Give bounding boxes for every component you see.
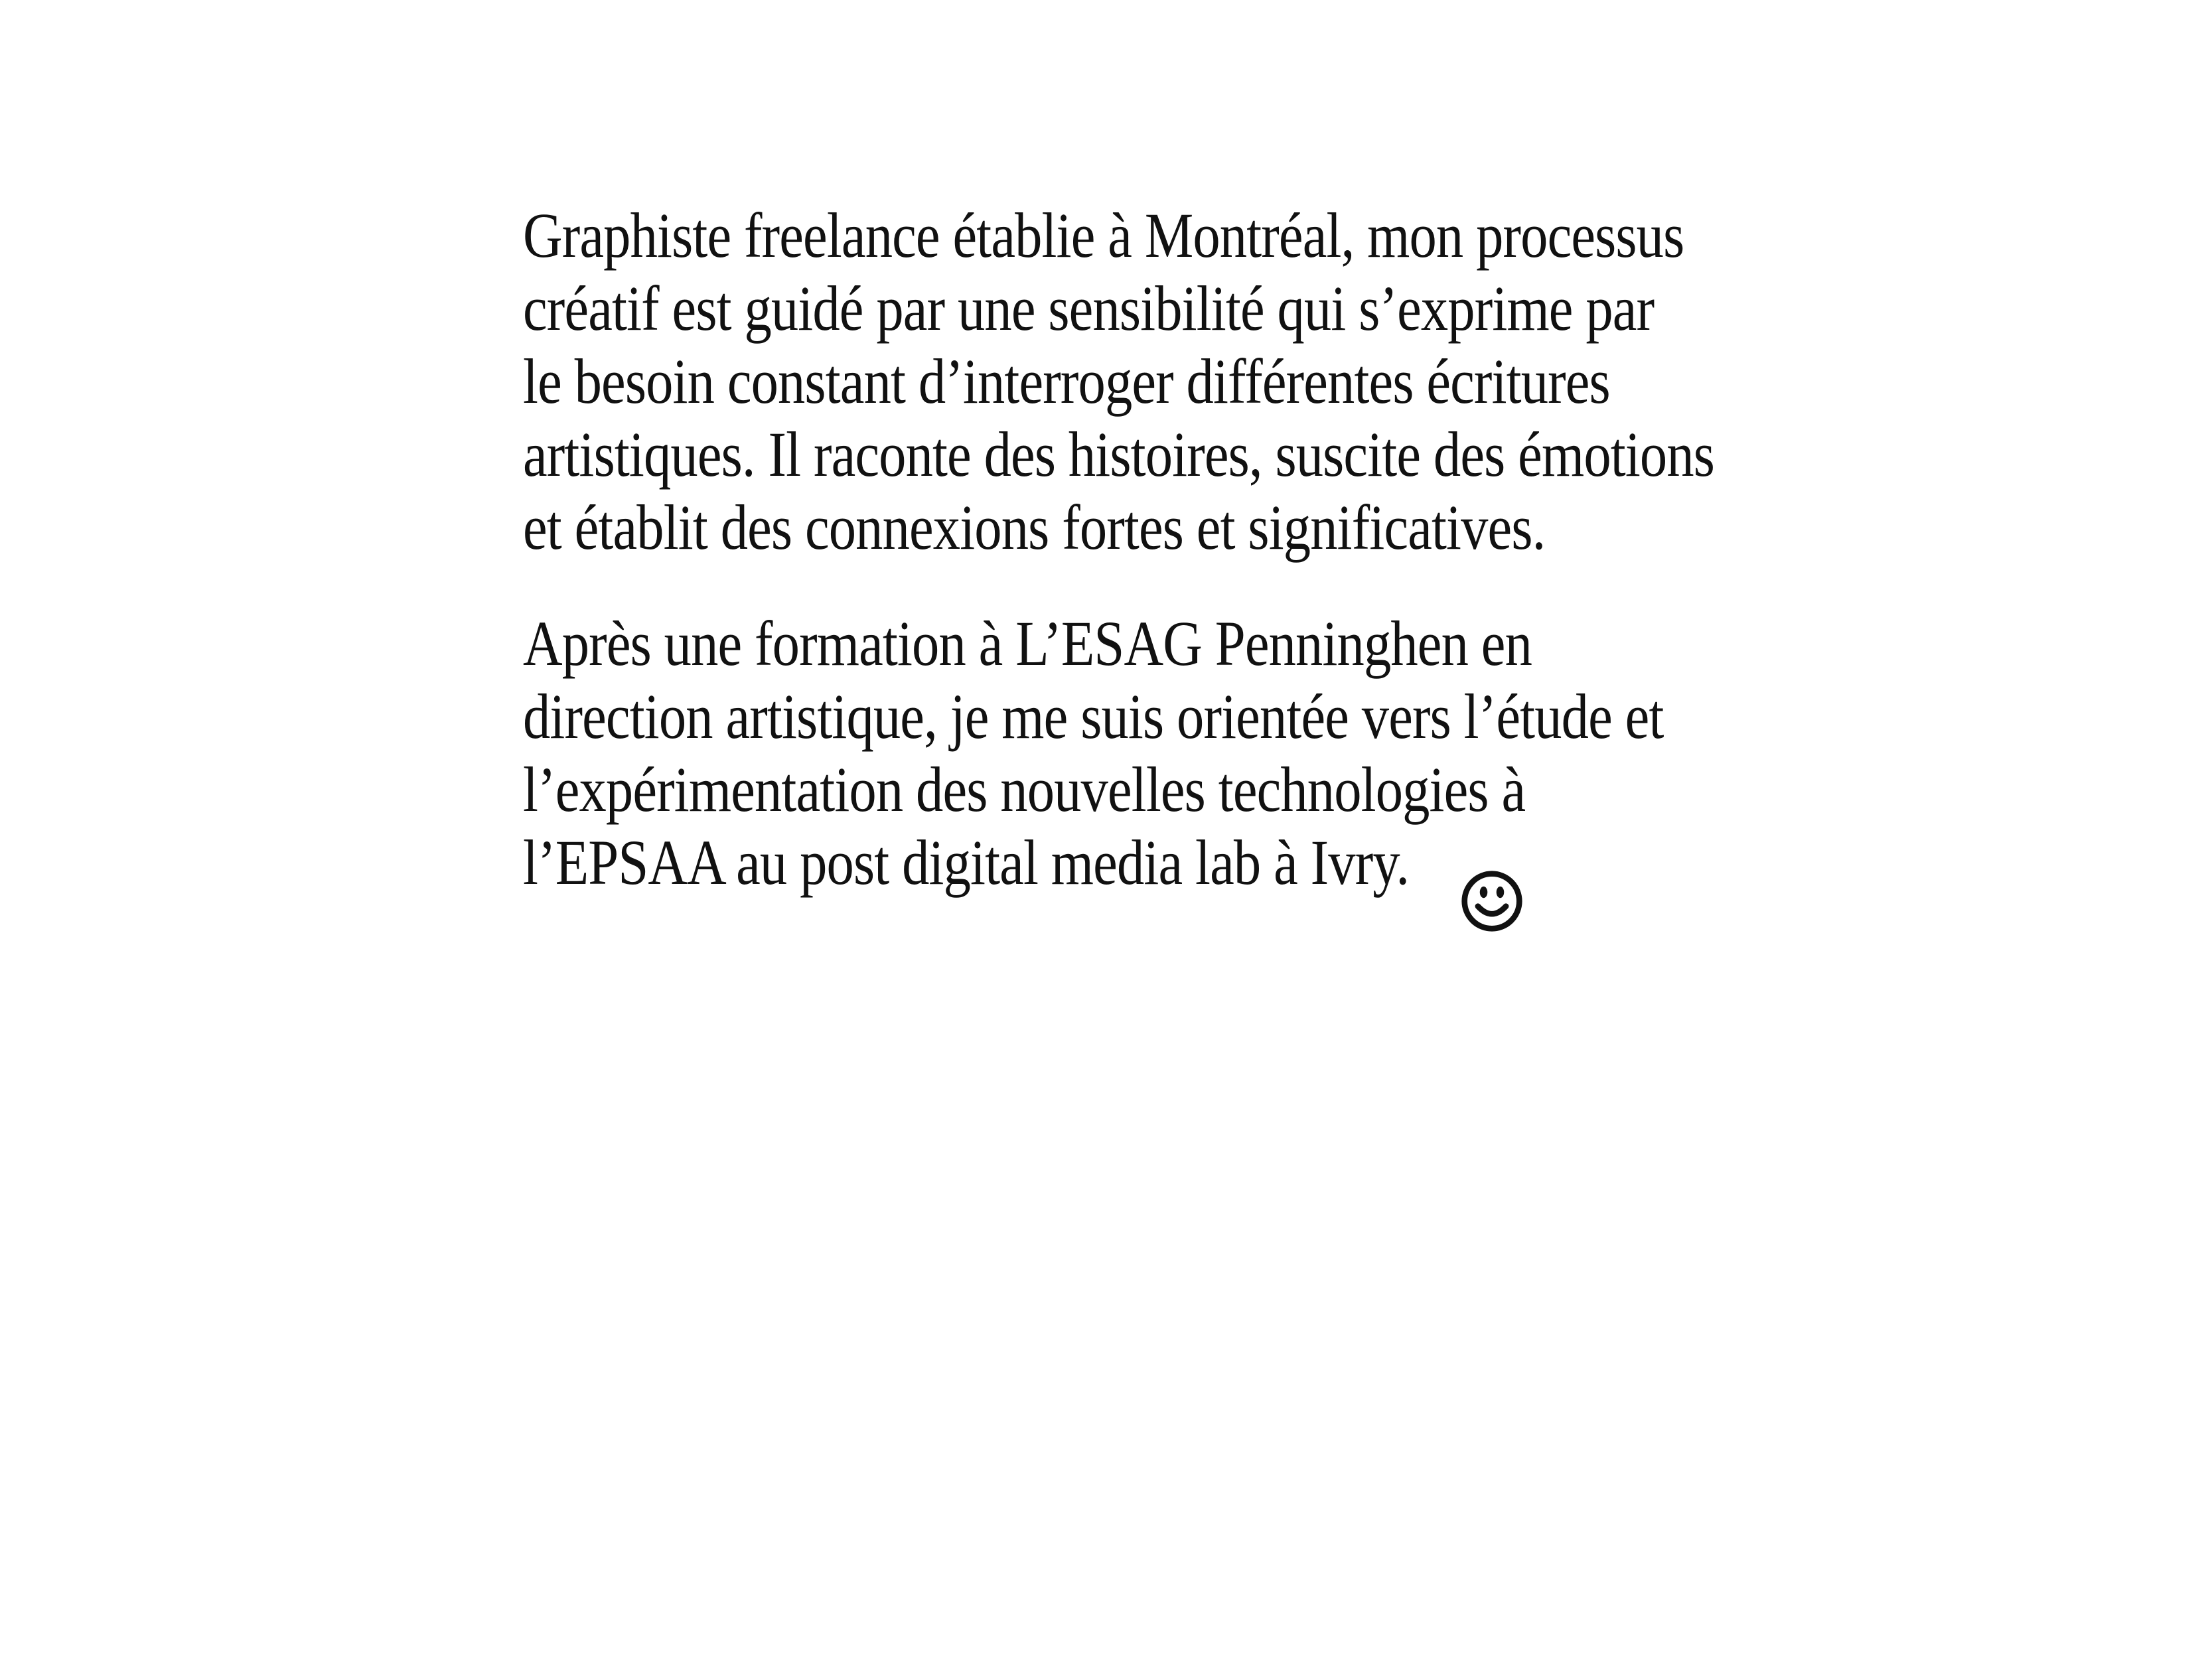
bio-paragraph-2	[523, 607, 1664, 899]
bio-line: l’EPSAA au post digital media lab à Ivry.	[523, 827, 1410, 898]
bio-line: Graphiste freelance établie à Montréal, mon processus	[523, 200, 1684, 271]
bio-line: et établit des connexions fortes et significatives.	[523, 492, 1546, 563]
bio-paragraph-1	[523, 199, 1715, 564]
bio-line: créatif est guidé par une sensibilité qui s’exprime par	[523, 273, 1655, 344]
bio-line: Après une formation à L’ESAG Penninghen en	[523, 608, 1532, 679]
bio-text	[523, 199, 1715, 899]
smiley-icon	[1460, 869, 1524, 933]
bio-line: artistiques. Il raconte des histoires, suscite des émotions	[523, 419, 1715, 490]
bio-line: direction artistique, je me suis orientée vers l’étude et	[523, 681, 1664, 752]
bio-line: l’expérimentation des nouvelles technologies à	[523, 754, 1526, 825]
bio-line: le besoin constant d’interroger différentes écritures	[523, 346, 1610, 417]
